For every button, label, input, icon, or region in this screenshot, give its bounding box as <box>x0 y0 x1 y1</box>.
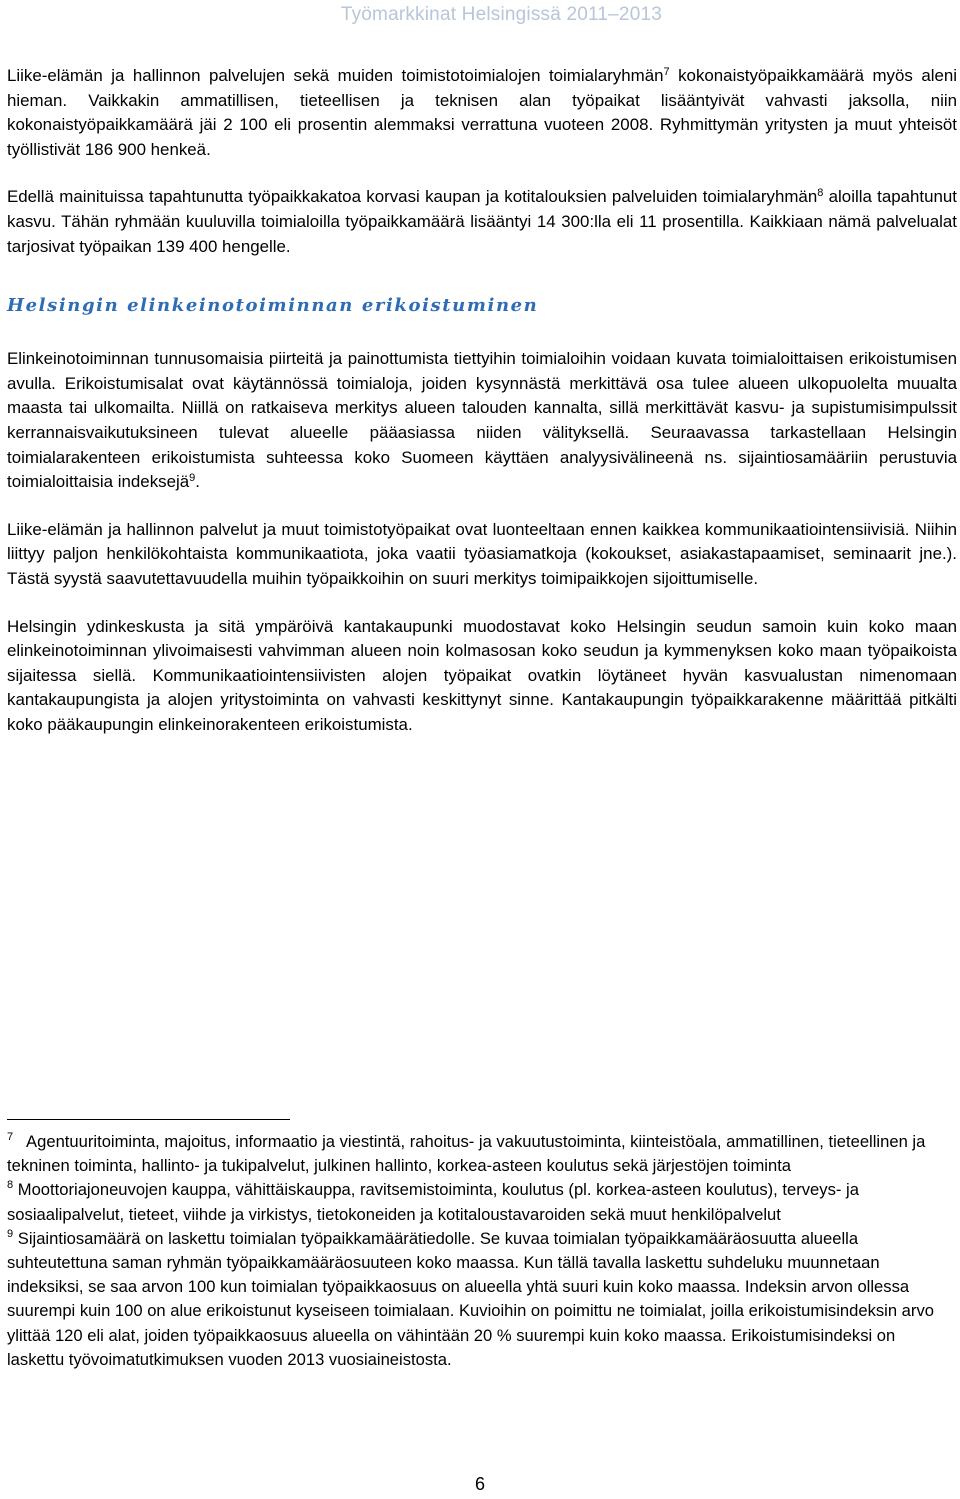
running-header: Työmarkkinat Helsingissä 2011–2013 <box>340 4 662 25</box>
footnote-ref-9: 9 <box>189 472 196 485</box>
paragraph-2-text-b: aloilla tapahtunut kasvu. Tähän ryhmään kuuluvilla toimialoilla työpaikkamäärä lisääntyi 14 300:lla eli 11 prosentilla. Kaikkiaan nämä palvelualat tarjosivat työpaikan 139 400 hengelle. <box>7 187 957 256</box>
section-heading: Helsingin elinkeinotoiminnan erikoistuminen <box>7 295 539 317</box>
footnote-7 <box>7 1130 949 1178</box>
paragraph-3 <box>7 347 957 495</box>
footnote-ref-8: 8 <box>817 187 824 200</box>
paragraph-2 <box>7 185 957 259</box>
footnote-text: Agentuuritoiminta, majoitus, informaatio ja viestintä, rahoitus- ja vakuutustoiminta, kiinteistöala, ammatillinen, tieteellinen ja tekninen toiminta, hallinto- ja tukipalvelut, julkinen hallinto, korkea-asteen koulutus sekä järjestöjen toiminta <box>7 1132 926 1176</box>
footnote-9 <box>7 1227 949 1372</box>
footnote-number: 7 <box>7 1131 14 1143</box>
paragraph-3-text-a: Elinkeinotoiminnan tunnusomaisia piirteitä ja painottumista tiettyihin toimialoihin voidaan kuvata toimialoittaisen erikoistumisen avulla. Erikoistumisalat ovat käytännössä toimialoja, joiden kysynnästä merkittävä osa tulee alueen ulkopuolelta muualta maasta tai ulkomailta. Niillä on ratkaiseva merkitys alueen talouden kannalta, sillä merkittävät kasvu- ja supistumisimpulssit kerrannaisvaikutuksineen tulevat alueelle pääasiassa niiden välityksellä. Seuraavassa tarkastellaan Helsingin toimialarakenteen erikoistumista suhteessa koko Suomeen käyttäen analyysivälineenä ns. sijaintiosamääriin perustuvia toimialoittaisia indeksejä <box>7 349 957 492</box>
footnote-ref-7: 7 <box>663 66 670 78</box>
footnote-separator <box>7 1119 290 1120</box>
body-text <box>7 64 957 737</box>
paragraph-1-text-a: Liike-elämän ja hallinnon palvelujen sekä muiden toimistotoimialojen toimialaryhmän <box>7 66 664 85</box>
paragraph-5: Helsingin ydinkeskusta ja sitä ympäröivä kantakaupunki muodostavat koko Helsingin seudun samoin kuin koko maan elinkeinotoiminnan ylivoimaisesti vahvimman alueen noin kolmasosan koko seudun ja kymmenyksen koko maan työpaikoista sijaitessa siellä. Kommunikaatiointensiivisten alojen työpaikat ovatkin löytäneet hyvän kasvualustan nimenomaan kantakaupungista ja alojen yritystoiminta on vahvasti keskittynyt sinne. Kantakaupungin työpaikkarakenne määrittää pitkälti koko pääkaupungin elinkeinorakenteen erikoistumista. <box>7 616 957 734</box>
footnote-text: Sijaintiosamäärä on laskettu toimialan työpaikkamäärätiedolle. Se kuvaa toimialan työpaikkamääräosuutta alueella suhteutettuna saman ryhmän työpaikkamääräosuuteen koko maassa. Kun tällä tavalla laskettu suhdeluku muunnetaan indeksiksi, se saa arvon 100 kun toimialan työpaikkaosuus on alueella yhtä suuri kuin koko maassa. Indeksin arvon ollessa suurempi kuin 100 on alue erikoistunut kyseiseen toimialaan. Kuvioihin on poimittu ne toimialat, joilla erikoistumisindeksin arvo ylittää 120 eli alat, joiden työpaikkaosuus alueella on vähintään 20 % suurempi kuin koko maassa. Erikoistumisindeksi on laskettu työvoimatutkimuksen vuoden 2013 vuosiaineistosta. <box>7 1228 934 1369</box>
footnote-number: 9 <box>7 1227 14 1240</box>
paragraph-1 <box>7 64 957 162</box>
paragraph-3-text-b: . <box>195 472 200 492</box>
footnote-text: Moottoriajoneuvojen kauppa, vähittäiskauppa, ravitsemistoiminta, koulutus (pl. korkea-asteen koulutus), terveys- ja sosiaalipalvelut, tieteet, viihde ja virkistys, tietokoneiden ja kotitaloustavaroiden sekä muut henkilöpalvelut <box>7 1180 859 1224</box>
footnotes <box>7 1130 949 1372</box>
paragraph-4: Liike-elämän ja hallinnon palvelut ja muut toimistotyöpaikat ovat luonteeltaan ennen kaikkea kommunikaatiointensiivisiä. Niihin liittyy paljon henkilökohtaista kommunikaatiota, joka vaatii työasiamatkoja (kokoukset, asiakastapaamiset, seminaarit jne.). Tästä syystä saavutettavuudella muihin työpaikkoihin on suuri merkitys toimipaikkojen sijoittumiselle. <box>7 519 957 588</box>
paragraph-2-text-a: Edellä mainituissa tapahtunutta työpaikkakatoa korvasi kaupan ja kotitalouksien palveluiden toimialaryhmän <box>7 187 818 207</box>
footnote-8 <box>7 1178 949 1226</box>
page-number: 6 <box>474 1474 485 1494</box>
footnote-number: 8 <box>7 1179 14 1192</box>
paragraph-1-text-b: kokonaistyöpaikkamäärä myös aleni hieman. Vaikkakin ammatillisen, tieteellisen ja teknisen alan työpaikat lisääntyivät vahvasti jaksolla, niin kokonaistyöpaikkamäärä jäi 2 100 eli prosentin alemmaksi verrattuna vuoteen 2008. Ryhmittymän yritysten ja muut yhteisöt työllistivät 186 900 henkeä. <box>7 66 958 159</box>
